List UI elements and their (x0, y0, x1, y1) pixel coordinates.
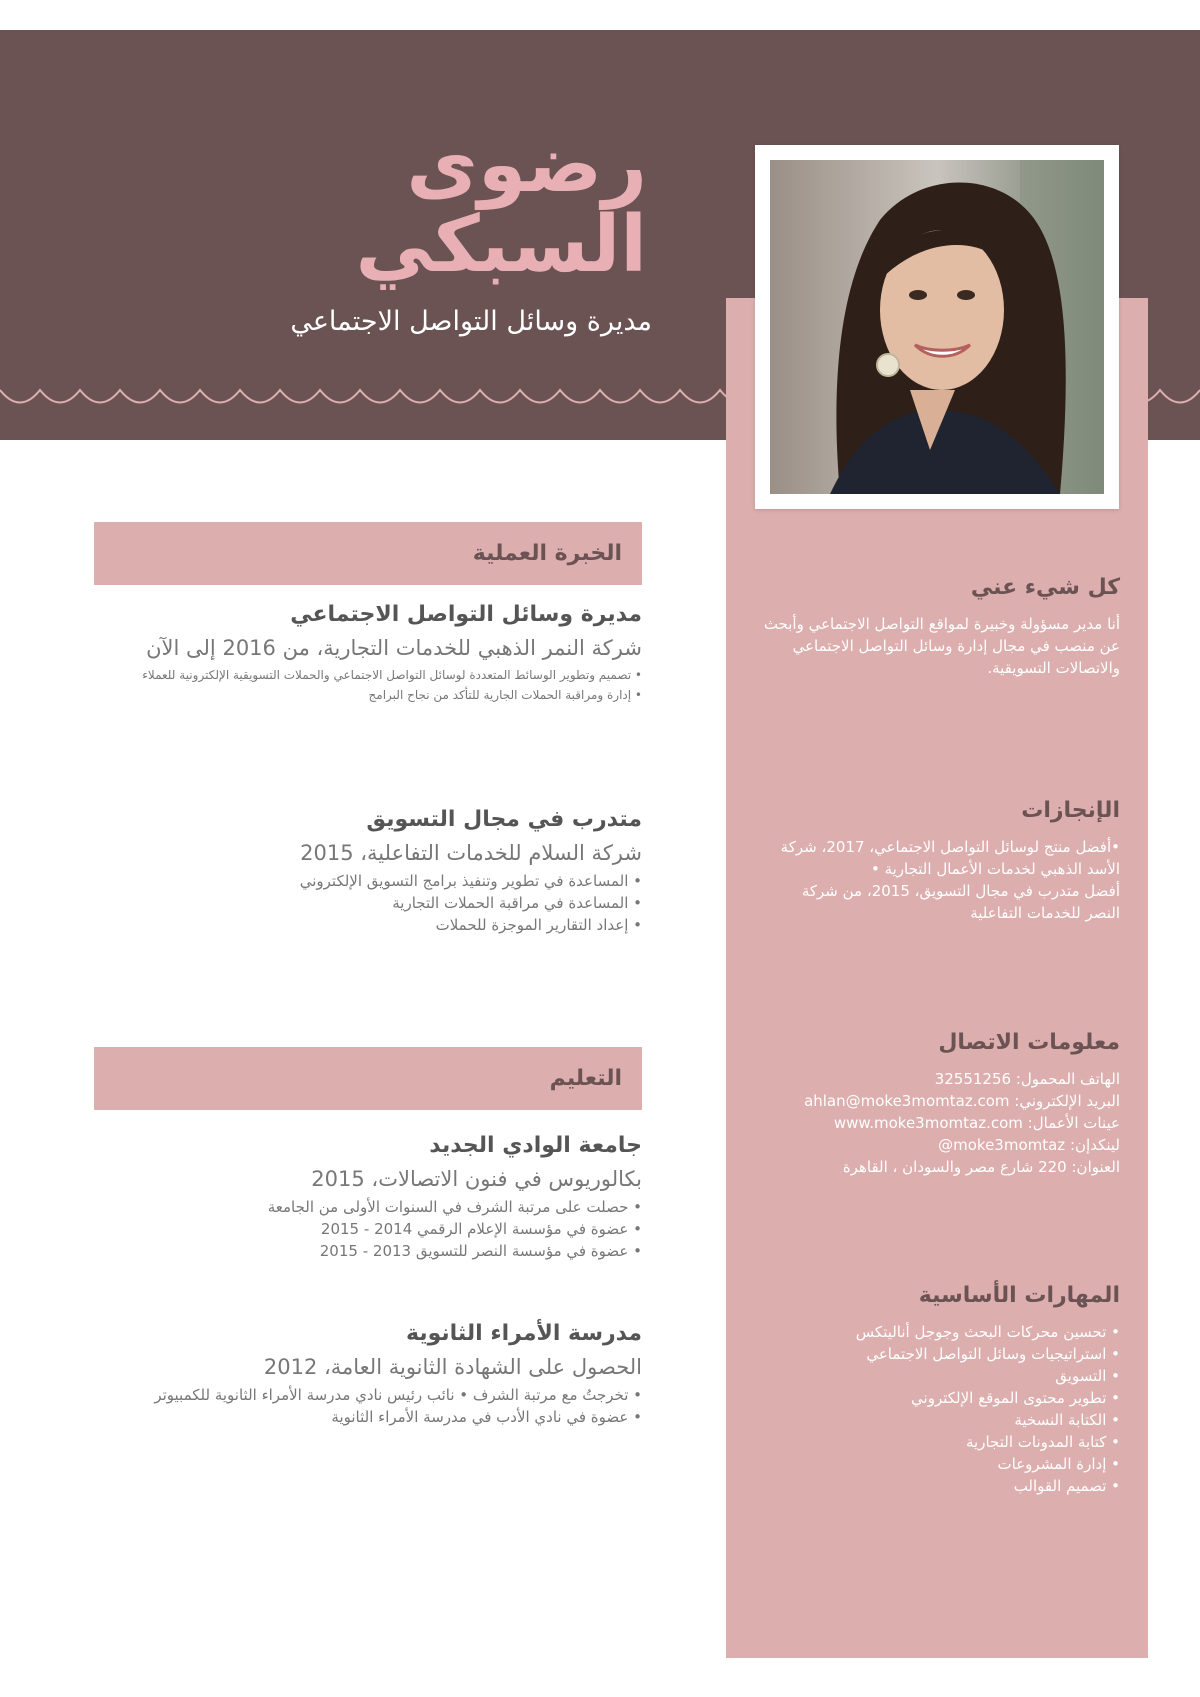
address-label: العنوان: (1071, 1158, 1120, 1176)
list-item: • إدارة المشروعات (997, 1455, 1120, 1473)
company-name: شركة السلام للخدمات التفاعلية، 2015 (300, 841, 642, 865)
list-item: • إدارة ومراقبة الحملات الجارية للتأكد من نجاح البرامج (368, 688, 642, 702)
first-name: رضوى (406, 120, 647, 210)
education-heading-band (94, 1047, 642, 1110)
school-name: جامعة الوادي الجديد (429, 1133, 642, 1158)
list-item: • إعداد التقارير الموجزة للحملات (435, 916, 642, 934)
list-item: • تصميم القوالب (1013, 1477, 1120, 1495)
last-name: السبكي (355, 200, 647, 290)
address-value: 220 شارع مصر والسودان ، القاهرة (842, 1158, 1067, 1176)
contact-heading: معلومات الاتصال (938, 1030, 1120, 1055)
list-item: • عضوة في مؤسسة النصر للتسويق 2013 - 2015 (319, 1242, 642, 1260)
contact-section (760, 1026, 1120, 1178)
list-item: • التسويق (1055, 1367, 1120, 1385)
portfolio-row (760, 1112, 1120, 1134)
email-label: البريد الإلكتروني: (1014, 1092, 1120, 1110)
list-item: • الكتابة النسخية (1014, 1411, 1120, 1429)
education-item-1 (94, 1130, 642, 1262)
job-title: متدرب في مجال التسويق (366, 807, 642, 832)
list-item: أفضل متدرب في مجال التسويق، 2015، من شركة (801, 882, 1120, 900)
achievements-section (760, 794, 1120, 924)
about-text: أنا مدير مسؤولة وخبيرة لمواقع التواصل الاجتماعي وأبحث عن منصب في مجال إدارة وسائل التواصل الاجتماعي والاتصالات التسويقية. (763, 615, 1120, 677)
experience-heading-band (94, 522, 642, 585)
list-item: • حصلت على مرتبة الشرف في السنوات الأولى من الجامعة (267, 1198, 642, 1216)
email-value[interactable]: ahlan@moke3momtaz.com (804, 1092, 1010, 1110)
phone-value: 32551256 (934, 1070, 1012, 1088)
list-item: • كتابة المدونات التجارية (966, 1433, 1120, 1451)
list-item: الأسد الذهبي لخدمات الأعمال التجارية • (870, 860, 1120, 878)
contact-list (760, 1068, 1120, 1178)
job-title: مديرة وسائل التواصل الاجتماعي (290, 602, 642, 627)
phone-label: الهاتف المحمول: (1015, 1070, 1120, 1088)
job-title-subtitle: مديرة وسائل التواصل الاجتماعي (290, 306, 652, 337)
list-item: • عضوة في مؤسسة الإعلام الرقمي 2014 - 2015 (320, 1220, 642, 1238)
list-item: •أفضل منتج لوسائل التواصل الاجتماعي، 2017، شركة (780, 838, 1120, 856)
linkedin-label: لينكدإن: (1069, 1136, 1120, 1154)
company-name: شركة النمر الذهبي للخدمات التجارية، من 2016 إلى الآن (146, 636, 642, 660)
school-bullets (94, 1196, 642, 1262)
candidate-name (147, 120, 647, 290)
about-heading: كل شيء عني (970, 575, 1120, 600)
job-bullets (94, 665, 642, 705)
degree: الحصول على الشهادة الثانوية العامة، 2012 (263, 1355, 642, 1379)
school-bullets (94, 1384, 642, 1428)
address-row (760, 1156, 1120, 1178)
job-bullets (94, 870, 642, 936)
list-item: • تخرجتُ مع مرتبة الشرف • نائب رئيس نادي مدرسة الأمراء الثانوية للكمبيوتر (154, 1386, 642, 1404)
list-item: • تطوير محتوى الموقع الإلكتروني (911, 1389, 1120, 1407)
school-name: مدرسة الأمراء الثانوية (405, 1321, 642, 1346)
portfolio-value[interactable]: www.moke3momtaz.com (833, 1114, 1023, 1132)
education-item-2 (94, 1318, 642, 1428)
experience-item-1 (94, 599, 642, 705)
education-heading: التعليم (549, 1066, 622, 1091)
skills-section (760, 1279, 1120, 1497)
list-item: • استراتيجيات وسائل التواصل الاجتماعي (866, 1345, 1120, 1363)
list-item: • المساعدة في تطوير وتنفيذ برامج التسويق الإلكتروني (299, 872, 642, 890)
list-item: • المساعدة في مراقبة الحملات التجارية (392, 894, 642, 912)
phone-row (760, 1068, 1120, 1090)
linkedin-row (760, 1134, 1120, 1156)
portfolio-label: عينات الأعمال: (1027, 1114, 1120, 1132)
profile-photo (770, 160, 1104, 494)
list-item: • تحسين محركات البحث وجوجل أناليتكس (855, 1323, 1120, 1341)
list-item: • عضوة في نادي الأدب في مدرسة الأمراء الثانوية (331, 1408, 642, 1426)
email-row (760, 1090, 1120, 1112)
linkedin-value[interactable]: @moke3momtaz (938, 1136, 1066, 1154)
degree: بكالوريوس في فنون الاتصالات، 2015 (311, 1167, 642, 1191)
experience-heading: الخبرة العملية (472, 541, 622, 566)
skills-heading: المهارات الأساسية (918, 1283, 1120, 1308)
list-item: • تصميم وتطوير الوسائط المتعددة لوسائل التواصل الاجتماعي والحملات التسويقية الإلكترونية للعملاء (142, 668, 642, 682)
achievements-list (760, 836, 1120, 924)
experience-item-2 (94, 804, 642, 936)
portrait-image (770, 160, 1104, 494)
skills-list (760, 1321, 1120, 1497)
profile-photo-frame (755, 145, 1119, 509)
achievements-heading: الإنجازات (1021, 798, 1120, 823)
list-item: النصر للخدمات التفاعلية (970, 904, 1120, 922)
about-section (760, 571, 1120, 679)
